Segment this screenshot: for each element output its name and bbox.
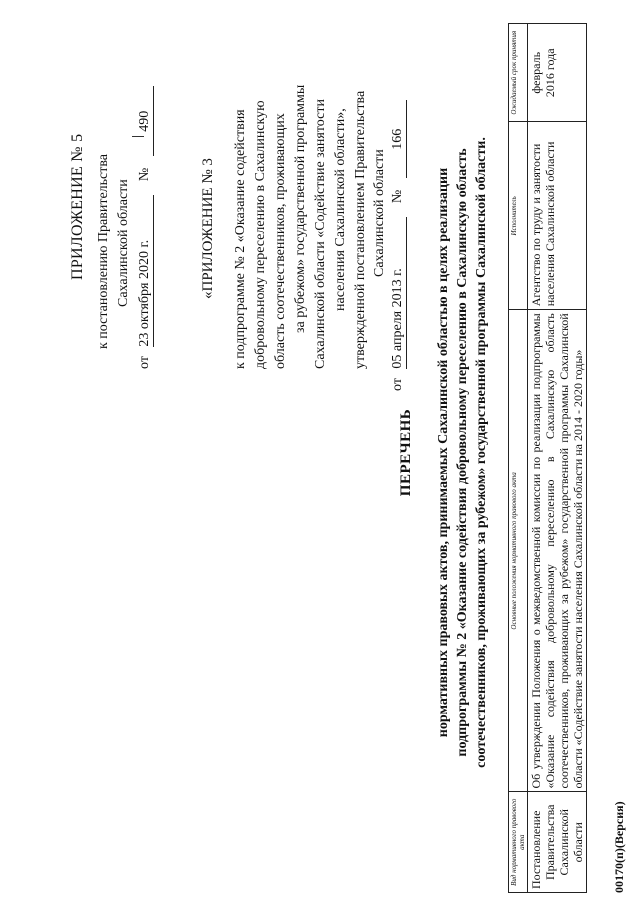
appendix-3-line: Сахалинской области bbox=[372, 149, 387, 277]
appendix-3-from-label: от bbox=[390, 378, 405, 391]
act-type-line: Правительства bbox=[543, 804, 557, 881]
cell-executor: Агентство по труду и занятости населения Сахалинской области bbox=[528, 122, 587, 310]
header-act-type: Вид нормативного правового акта bbox=[509, 792, 528, 893]
term-line: 2016 года bbox=[543, 48, 557, 98]
table-row bbox=[528, 24, 587, 893]
margin-mark bbox=[132, 136, 144, 137]
table-header-row bbox=[509, 24, 528, 893]
appendix-3-line: область соотечественников, проживающих bbox=[273, 113, 288, 369]
appendix-3-line: за рубежом» государственной программы bbox=[293, 84, 308, 333]
appendix-3-num-label: № bbox=[390, 189, 405, 204]
legal-acts-table bbox=[508, 23, 587, 893]
term-line: февраль bbox=[529, 51, 543, 94]
header-executor: Исполнитель bbox=[509, 122, 528, 310]
list-heading-title: ПЕРЕЧЕНЬ bbox=[398, 408, 414, 497]
appendix-5-line-1: к постановлению Правительства bbox=[96, 153, 111, 349]
act-type-line: Постановление bbox=[529, 810, 543, 889]
appendix-5-number: 490 bbox=[137, 86, 154, 156]
appendix-5-date-line bbox=[137, 86, 154, 369]
appendix-5-line-2: Сахалинской области bbox=[116, 179, 131, 307]
appendix-3-line: добровольному переселению в Сахалинскую bbox=[253, 100, 268, 369]
act-type-line: Сахалинской bbox=[557, 809, 571, 876]
appendix-3-number: 166 bbox=[390, 100, 407, 178]
appendix-5-date: 23 октября 2020 г. bbox=[137, 195, 154, 347]
appendix-3-date: 05 апреля 2013 г. bbox=[390, 217, 407, 369]
appendix-5-title: ПРИЛОЖЕНИЕ № 5 bbox=[69, 133, 86, 280]
list-heading-line: нормативных правовых актов, принимаемых Сахалинской областью в целях реализации bbox=[436, 167, 451, 738]
header-term: Ожидаемый срок принятия bbox=[509, 24, 528, 123]
cell-act-type bbox=[528, 792, 587, 893]
act-type-line: области bbox=[571, 822, 585, 863]
appendix-5-from-label: от bbox=[137, 356, 152, 369]
appendix-3-line: утвержденной постановлением Правительства bbox=[353, 90, 368, 369]
appendix-3-title: «ПРИЛОЖЕНИЕ № 3 bbox=[200, 158, 216, 299]
appendix-3-line: к подпрограмме № 2 «Оказание содействия bbox=[233, 109, 248, 369]
cell-provisions: Об утверждении Положения о межведомственной комиссии по реализации подпрограммы «Оказание содействия добровольному переселению в Сахалинскую область соотечественников, проживающих за рубежом» государственной программы Сахалинской области «Содействие занятости населения Сахалинской области на 2014 - 2020 годы» bbox=[528, 310, 587, 792]
header-provisions: Основные положения нормативного правового акта bbox=[509, 310, 528, 792]
appendix-5-num-label: № bbox=[137, 167, 152, 182]
cell-term bbox=[528, 24, 587, 123]
document-version-footer: 00170(п)(Версия) bbox=[612, 801, 626, 893]
list-heading-line: соотечественников, проживающих за рубежом» государственной программы Сахалинской области. bbox=[474, 137, 489, 768]
appendix-3-line: Сахалинской области «Содействие занятости bbox=[313, 99, 328, 369]
list-heading-line: подпрограммы № 2 «Оказание содействия добровольному переселению в Сахалинскую область bbox=[455, 148, 470, 757]
appendix-3-line: населения Сахалинской области», bbox=[333, 108, 348, 311]
